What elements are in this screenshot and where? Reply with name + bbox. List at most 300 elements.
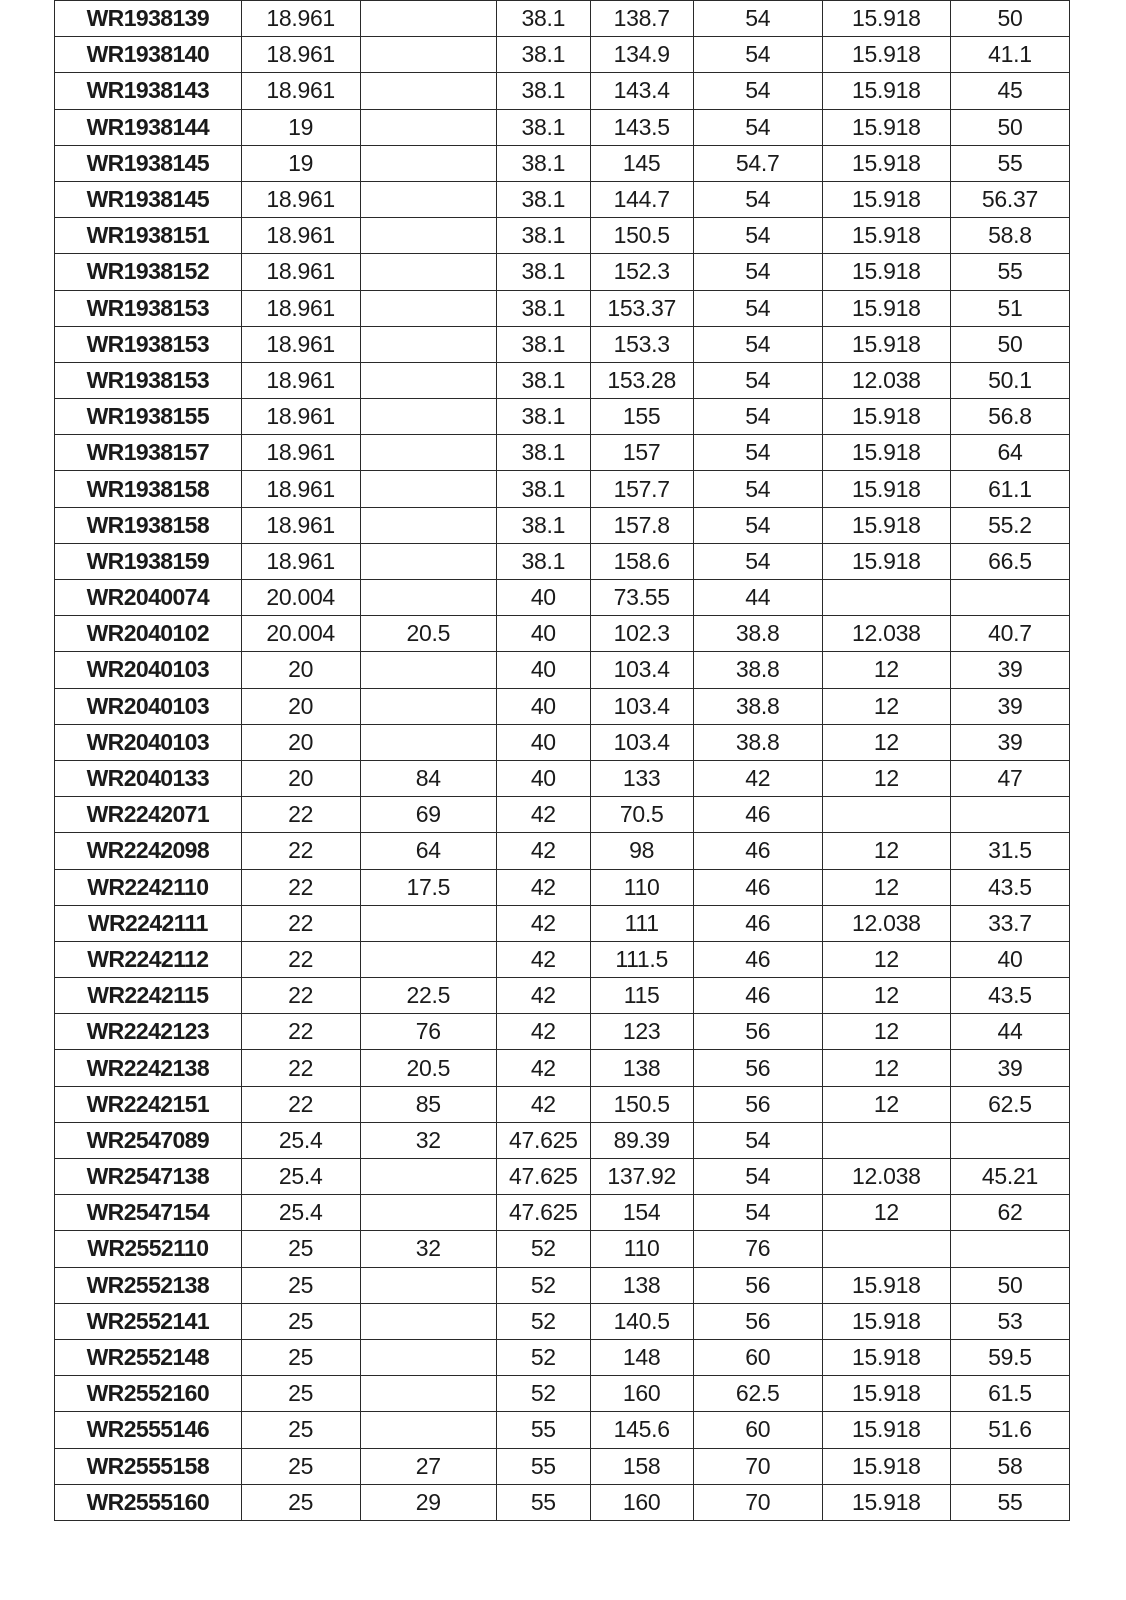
- table-cell-value-col-5: 54: [693, 1122, 822, 1158]
- table-cell-value-col-6: 15.918: [822, 145, 950, 181]
- table-cell-value-col-7: 56.8: [950, 399, 1069, 435]
- table-cell-value-col-7: 55: [950, 145, 1069, 181]
- table-row: [55, 1014, 1070, 1050]
- table-cell-value-col-4: 153.28: [590, 362, 693, 398]
- table-cell-value-col-5: 54: [693, 507, 822, 543]
- table-cell-model-number: WR2242112: [55, 941, 242, 977]
- table-cell-value-col-3: 40: [496, 724, 590, 760]
- table-row: [55, 1339, 1070, 1375]
- table-cell-value-col-1: 22: [241, 978, 360, 1014]
- table-cell-value-col-1: 20.004: [241, 616, 360, 652]
- table-cell-value-col-7: 56.37: [950, 181, 1069, 217]
- table-row: [55, 218, 1070, 254]
- table-cell-value-col-7: 41.1: [950, 37, 1069, 73]
- table-cell-value-col-1: 18.961: [241, 181, 360, 217]
- table-cell-value-col-6: 12.038: [822, 362, 950, 398]
- table-cell-value-col-3: 38.1: [496, 362, 590, 398]
- table-cell-value-col-4: 70.5: [590, 797, 693, 833]
- table-cell-value-col-5: 46: [693, 797, 822, 833]
- table-cell-value-col-2: 32: [360, 1231, 496, 1267]
- table-cell-value-col-3: 38.1: [496, 145, 590, 181]
- table-cell-value-col-5: 60: [693, 1339, 822, 1375]
- table-cell-value-col-1: 22: [241, 1086, 360, 1122]
- table-cell-value-col-2: [360, 471, 496, 507]
- table-cell-value-col-6: 15.918: [822, 435, 950, 471]
- table-cell-value-col-2: [360, 580, 496, 616]
- table-cell-value-col-4: 111: [590, 905, 693, 941]
- table-cell-value-col-7: [950, 1122, 1069, 1158]
- table-cell-value-col-7: 62: [950, 1195, 1069, 1231]
- table-cell-value-col-4: 138: [590, 1267, 693, 1303]
- table-row: [55, 181, 1070, 217]
- table-cell-model-number: WR1938145: [55, 145, 242, 181]
- table-cell-value-col-4: 157.8: [590, 507, 693, 543]
- table-cell-value-col-1: 22: [241, 941, 360, 977]
- table-cell-value-col-4: 89.39: [590, 1122, 693, 1158]
- table-cell-model-number: WR2552141: [55, 1303, 242, 1339]
- table-cell-value-col-6: 15.918: [822, 326, 950, 362]
- table-cell-value-col-6: 12: [822, 978, 950, 1014]
- table-cell-value-col-1: 20: [241, 724, 360, 760]
- table-cell-value-col-4: 160: [590, 1484, 693, 1520]
- table-row: [55, 978, 1070, 1014]
- table-row: [55, 254, 1070, 290]
- table-cell-value-col-3: 40: [496, 652, 590, 688]
- table-cell-value-col-5: 54.7: [693, 145, 822, 181]
- table-cell-value-col-5: 60: [693, 1412, 822, 1448]
- bearing-spec-table: [54, 0, 1070, 1521]
- table-cell-value-col-6: 15.918: [822, 73, 950, 109]
- table-cell-value-col-6: 12: [822, 941, 950, 977]
- table-cell-value-col-3: 47.625: [496, 1195, 590, 1231]
- table-cell-value-col-4: 153.3: [590, 326, 693, 362]
- table-cell-value-col-3: 42: [496, 1014, 590, 1050]
- table-cell-model-number: WR2552160: [55, 1376, 242, 1412]
- table-cell-value-col-4: 110: [590, 869, 693, 905]
- table-cell-value-col-3: 52: [496, 1339, 590, 1375]
- table-cell-value-col-1: 22: [241, 869, 360, 905]
- table-cell-value-col-3: 38.1: [496, 181, 590, 217]
- table-cell-value-col-1: 18.961: [241, 399, 360, 435]
- table-cell-value-col-2: [360, 399, 496, 435]
- table-row: [55, 724, 1070, 760]
- table-cell-model-number: WR1938153: [55, 290, 242, 326]
- table-cell-model-number: WR2555158: [55, 1448, 242, 1484]
- table-cell-value-col-2: 27: [360, 1448, 496, 1484]
- table-cell-value-col-6: 12: [822, 1050, 950, 1086]
- table-cell-value-col-3: 42: [496, 978, 590, 1014]
- table-cell-value-col-2: [360, 37, 496, 73]
- table-cell-model-number: WR2040103: [55, 652, 242, 688]
- table-cell-value-col-7: 39: [950, 652, 1069, 688]
- table-cell-value-col-1: 22: [241, 833, 360, 869]
- table-cell-value-col-1: 25: [241, 1231, 360, 1267]
- table-cell-value-col-4: 143.5: [590, 109, 693, 145]
- table-cell-value-col-5: 46: [693, 833, 822, 869]
- table-cell-value-col-4: 73.55: [590, 580, 693, 616]
- table-cell-value-col-5: 38.8: [693, 688, 822, 724]
- table-cell-value-col-2: 85: [360, 1086, 496, 1122]
- table-cell-value-col-1: 19: [241, 145, 360, 181]
- table-cell-value-col-3: 42: [496, 941, 590, 977]
- table-cell-value-col-4: 133: [590, 760, 693, 796]
- table-cell-value-col-7: [950, 580, 1069, 616]
- table-cell-value-col-5: 42: [693, 760, 822, 796]
- table-cell-value-col-2: [360, 145, 496, 181]
- table-cell-value-col-5: 46: [693, 978, 822, 1014]
- table-cell-value-col-4: 103.4: [590, 652, 693, 688]
- table-cell-value-col-5: 54: [693, 109, 822, 145]
- table-row: [55, 905, 1070, 941]
- table-row: [55, 399, 1070, 435]
- table-cell-value-col-3: 42: [496, 833, 590, 869]
- table-cell-value-col-7: [950, 797, 1069, 833]
- table-cell-value-col-3: 38.1: [496, 543, 590, 579]
- table-row: [55, 797, 1070, 833]
- table-cell-value-col-2: [360, 218, 496, 254]
- table-cell-value-col-7: 39: [950, 688, 1069, 724]
- table-cell-value-col-1: 18.961: [241, 1, 360, 37]
- table-cell-value-col-4: 145: [590, 145, 693, 181]
- table-cell-value-col-4: 152.3: [590, 254, 693, 290]
- table-cell-model-number: WR1938151: [55, 218, 242, 254]
- table-cell-value-col-5: 54: [693, 435, 822, 471]
- table-cell-value-col-3: 38.1: [496, 471, 590, 507]
- table-cell-value-col-2: [360, 507, 496, 543]
- table-cell-value-col-7: 51.6: [950, 1412, 1069, 1448]
- table-row: [55, 543, 1070, 579]
- table-row: [55, 616, 1070, 652]
- table-row: [55, 1376, 1070, 1412]
- table-cell-value-col-7: 31.5: [950, 833, 1069, 869]
- table-cell-model-number: WR2552148: [55, 1339, 242, 1375]
- table-cell-value-col-1: 18.961: [241, 326, 360, 362]
- table-cell-value-col-1: 18.961: [241, 218, 360, 254]
- table-cell-model-number: WR2242123: [55, 1014, 242, 1050]
- table-cell-value-col-6: 15.918: [822, 37, 950, 73]
- table-cell-value-col-6: 12.038: [822, 616, 950, 652]
- table-cell-value-col-6: 15.918: [822, 290, 950, 326]
- table-cell-value-col-6: 12.038: [822, 1159, 950, 1195]
- table-cell-model-number: WR1938153: [55, 362, 242, 398]
- table-cell-value-col-1: 25: [241, 1484, 360, 1520]
- table-cell-value-col-4: 138.7: [590, 1, 693, 37]
- table-cell-value-col-3: 38.1: [496, 254, 590, 290]
- table-cell-value-col-3: 55: [496, 1484, 590, 1520]
- table-cell-model-number: WR2242111: [55, 905, 242, 941]
- table-cell-model-number: WR2552110: [55, 1231, 242, 1267]
- table-cell-value-col-1: 18.961: [241, 73, 360, 109]
- table-cell-value-col-6: 15.918: [822, 1339, 950, 1375]
- table-cell-value-col-2: [360, 73, 496, 109]
- table-cell-model-number: WR2552138: [55, 1267, 242, 1303]
- table-cell-value-col-4: 155: [590, 399, 693, 435]
- table-cell-value-col-5: 54: [693, 73, 822, 109]
- table-cell-value-col-7: 45.21: [950, 1159, 1069, 1195]
- table-cell-value-col-3: 55: [496, 1412, 590, 1448]
- table-cell-value-col-6: 15.918: [822, 218, 950, 254]
- table-cell-value-col-5: 54: [693, 362, 822, 398]
- table-cell-model-number: WR2242115: [55, 978, 242, 1014]
- table-cell-value-col-1: 22: [241, 1014, 360, 1050]
- table-row: [55, 869, 1070, 905]
- table-cell-value-col-7: 61.5: [950, 1376, 1069, 1412]
- table-cell-value-col-7: 53: [950, 1303, 1069, 1339]
- table-cell-value-col-2: 20.5: [360, 1050, 496, 1086]
- table-cell-value-col-1: 20: [241, 652, 360, 688]
- table-cell-value-col-5: 46: [693, 869, 822, 905]
- table-body: [55, 1, 1070, 1521]
- table-cell-value-col-6: 15.918: [822, 399, 950, 435]
- table-row: [55, 1195, 1070, 1231]
- table-cell-value-col-6: 12: [822, 869, 950, 905]
- table-cell-value-col-5: 54: [693, 1, 822, 37]
- table-row: [55, 580, 1070, 616]
- table-cell-model-number: WR2242098: [55, 833, 242, 869]
- table-row: [55, 1484, 1070, 1520]
- table-cell-value-col-6: 15.918: [822, 1412, 950, 1448]
- table-cell-value-col-7: 55: [950, 1484, 1069, 1520]
- table-cell-model-number: WR2040103: [55, 688, 242, 724]
- table-cell-value-col-2: [360, 688, 496, 724]
- table-cell-value-col-6: [822, 580, 950, 616]
- table-cell-value-col-1: 18.961: [241, 543, 360, 579]
- table-row: [55, 507, 1070, 543]
- table-cell-value-col-5: 54: [693, 181, 822, 217]
- table-cell-value-col-7: 51: [950, 290, 1069, 326]
- table-cell-value-col-7: 33.7: [950, 905, 1069, 941]
- table-cell-value-col-5: 38.8: [693, 724, 822, 760]
- table-row: [55, 290, 1070, 326]
- table-cell-model-number: WR1938139: [55, 1, 242, 37]
- table-cell-value-col-4: 144.7: [590, 181, 693, 217]
- table-cell-value-col-5: 54: [693, 1195, 822, 1231]
- table-cell-model-number: WR2040133: [55, 760, 242, 796]
- table-cell-model-number: WR1938158: [55, 507, 242, 543]
- table-cell-value-col-1: 25.4: [241, 1159, 360, 1195]
- table-cell-value-col-7: 50.1: [950, 362, 1069, 398]
- table-cell-value-col-1: 18.961: [241, 471, 360, 507]
- table-cell-value-col-6: 15.918: [822, 471, 950, 507]
- table-row: [55, 1086, 1070, 1122]
- table-row: [55, 652, 1070, 688]
- table-cell-value-col-6: [822, 1231, 950, 1267]
- table-cell-value-col-7: 50: [950, 326, 1069, 362]
- table-cell-value-col-6: 15.918: [822, 543, 950, 579]
- table-cell-value-col-5: 54: [693, 37, 822, 73]
- table-cell-value-col-6: 12: [822, 688, 950, 724]
- table-cell-model-number: WR2547089: [55, 1122, 242, 1158]
- table-cell-value-col-7: 59.5: [950, 1339, 1069, 1375]
- table-cell-value-col-1: 18.961: [241, 37, 360, 73]
- table-cell-value-col-4: 158: [590, 1448, 693, 1484]
- table-cell-value-col-3: 38.1: [496, 326, 590, 362]
- table-cell-value-col-5: 54: [693, 326, 822, 362]
- table-cell-value-col-1: 18.961: [241, 254, 360, 290]
- table-row: [55, 73, 1070, 109]
- table-cell-value-col-5: 54: [693, 290, 822, 326]
- table-cell-value-col-5: 46: [693, 941, 822, 977]
- table-cell-model-number: WR2040102: [55, 616, 242, 652]
- table-cell-value-col-1: 20.004: [241, 580, 360, 616]
- table-cell-value-col-4: 140.5: [590, 1303, 693, 1339]
- table-cell-value-col-1: 25: [241, 1448, 360, 1484]
- table-cell-value-col-5: 70: [693, 1484, 822, 1520]
- table-cell-value-col-5: 54: [693, 218, 822, 254]
- table-row: [55, 1412, 1070, 1448]
- table-cell-value-col-5: 56: [693, 1086, 822, 1122]
- table-row: [55, 941, 1070, 977]
- table-cell-value-col-4: 153.37: [590, 290, 693, 326]
- table-cell-model-number: WR2242138: [55, 1050, 242, 1086]
- table-cell-value-col-3: 40: [496, 760, 590, 796]
- table-cell-value-col-4: 157: [590, 435, 693, 471]
- table-cell-value-col-2: [360, 109, 496, 145]
- table-cell-value-col-3: 47.625: [496, 1122, 590, 1158]
- table-cell-value-col-4: 160: [590, 1376, 693, 1412]
- table-row: [55, 688, 1070, 724]
- table-cell-value-col-2: [360, 362, 496, 398]
- table-cell-model-number: WR2040074: [55, 580, 242, 616]
- table-cell-value-col-4: 154: [590, 1195, 693, 1231]
- table-cell-value-col-3: 38.1: [496, 37, 590, 73]
- table-cell-value-col-1: 25: [241, 1376, 360, 1412]
- table-cell-value-col-3: 38.1: [496, 1, 590, 37]
- table-cell-value-col-3: 52: [496, 1376, 590, 1412]
- table-cell-value-col-6: 15.918: [822, 109, 950, 145]
- table-cell-value-col-3: 38.1: [496, 399, 590, 435]
- table-cell-value-col-3: 38.1: [496, 290, 590, 326]
- table-cell-value-col-3: 38.1: [496, 435, 590, 471]
- table-cell-value-col-7: 64: [950, 435, 1069, 471]
- table-cell-value-col-2: 64: [360, 833, 496, 869]
- table-cell-value-col-7: 43.5: [950, 978, 1069, 1014]
- table-cell-value-col-4: 158.6: [590, 543, 693, 579]
- table-cell-model-number: WR1938158: [55, 471, 242, 507]
- table-cell-value-col-6: [822, 1122, 950, 1158]
- table-cell-value-col-1: 25: [241, 1303, 360, 1339]
- table-row: [55, 326, 1070, 362]
- table-cell-value-col-2: [360, 326, 496, 362]
- table-cell-value-col-4: 115: [590, 978, 693, 1014]
- table-cell-value-col-7: 39: [950, 1050, 1069, 1086]
- table-cell-value-col-2: 32: [360, 1122, 496, 1158]
- table-cell-value-col-2: [360, 941, 496, 977]
- table-cell-value-col-5: 56: [693, 1303, 822, 1339]
- table-cell-value-col-4: 98: [590, 833, 693, 869]
- table-cell-model-number: WR1938152: [55, 254, 242, 290]
- table-cell-value-col-3: 40: [496, 580, 590, 616]
- table-cell-value-col-3: 42: [496, 869, 590, 905]
- table-cell-value-col-7: 55.2: [950, 507, 1069, 543]
- table-cell-value-col-5: 56: [693, 1267, 822, 1303]
- table-cell-value-col-1: 22: [241, 797, 360, 833]
- table-cell-value-col-1: 22: [241, 905, 360, 941]
- table-row: [55, 145, 1070, 181]
- table-cell-value-col-4: 110: [590, 1231, 693, 1267]
- table-cell-value-col-4: 123: [590, 1014, 693, 1050]
- table-row: [55, 471, 1070, 507]
- table-row: [55, 1448, 1070, 1484]
- table-cell-value-col-5: 54: [693, 471, 822, 507]
- table-cell-value-col-1: 18.961: [241, 435, 360, 471]
- table-cell-value-col-5: 56: [693, 1014, 822, 1050]
- table-row: [55, 1, 1070, 37]
- table-cell-value-col-1: 25: [241, 1339, 360, 1375]
- table-cell-value-col-5: 38.8: [693, 616, 822, 652]
- table-cell-model-number: WR1938157: [55, 435, 242, 471]
- table-cell-value-col-2: [360, 905, 496, 941]
- table-cell-value-col-6: 12: [822, 1086, 950, 1122]
- table-cell-value-col-7: 61.1: [950, 471, 1069, 507]
- table-cell-value-col-2: 22.5: [360, 978, 496, 1014]
- table-cell-value-col-5: 54: [693, 399, 822, 435]
- table-cell-value-col-7: 50: [950, 1267, 1069, 1303]
- table-cell-value-col-6: 15.918: [822, 507, 950, 543]
- table-cell-value-col-6: 15.918: [822, 1376, 950, 1412]
- table-cell-value-col-6: 15.918: [822, 1448, 950, 1484]
- table-cell-value-col-7: 44: [950, 1014, 1069, 1050]
- table-cell-value-col-4: 145.6: [590, 1412, 693, 1448]
- table-cell-model-number: WR2555160: [55, 1484, 242, 1520]
- table-row: [55, 1303, 1070, 1339]
- table-cell-value-col-4: 134.9: [590, 37, 693, 73]
- table-cell-model-number: WR1938153: [55, 326, 242, 362]
- table-cell-model-number: WR2242151: [55, 1086, 242, 1122]
- table-cell-value-col-2: [360, 1159, 496, 1195]
- table-cell-value-col-4: 137.92: [590, 1159, 693, 1195]
- table-cell-model-number: WR2242071: [55, 797, 242, 833]
- table-cell-value-col-2: [360, 1195, 496, 1231]
- table-cell-value-col-4: 157.7: [590, 471, 693, 507]
- table-cell-value-col-1: 18.961: [241, 507, 360, 543]
- table-cell-value-col-2: [360, 1267, 496, 1303]
- table-cell-value-col-5: 62.5: [693, 1376, 822, 1412]
- table-cell-value-col-1: 19: [241, 109, 360, 145]
- table-cell-value-col-4: 150.5: [590, 1086, 693, 1122]
- table-cell-value-col-3: 52: [496, 1231, 590, 1267]
- table-cell-value-col-7: 39: [950, 724, 1069, 760]
- table-cell-value-col-2: [360, 1, 496, 37]
- table-cell-value-col-3: 38.1: [496, 73, 590, 109]
- table-cell-value-col-6: 15.918: [822, 1267, 950, 1303]
- table-cell-value-col-7: 40: [950, 941, 1069, 977]
- table-cell-value-col-6: 15.918: [822, 1303, 950, 1339]
- table-cell-value-col-2: [360, 1376, 496, 1412]
- table-cell-value-col-4: 111.5: [590, 941, 693, 977]
- table-cell-value-col-2: 84: [360, 760, 496, 796]
- table-cell-model-number: WR1938143: [55, 73, 242, 109]
- table-cell-value-col-7: 50: [950, 1, 1069, 37]
- table-cell-value-col-4: 148: [590, 1339, 693, 1375]
- table-cell-value-col-2: 76: [360, 1014, 496, 1050]
- table-cell-value-col-6: 15.918: [822, 1484, 950, 1520]
- table-cell-value-col-2: [360, 1339, 496, 1375]
- table-cell-value-col-6: 12: [822, 724, 950, 760]
- table-cell-value-col-7: 66.5: [950, 543, 1069, 579]
- table-cell-model-number: WR1938155: [55, 399, 242, 435]
- table-cell-model-number: WR1938140: [55, 37, 242, 73]
- table-row: [55, 362, 1070, 398]
- table-cell-model-number: WR1938145: [55, 181, 242, 217]
- table-cell-value-col-5: 38.8: [693, 652, 822, 688]
- table-cell-value-col-7: 55: [950, 254, 1069, 290]
- table-row: [55, 1050, 1070, 1086]
- table-cell-value-col-7: [950, 1231, 1069, 1267]
- table-cell-model-number: WR2547154: [55, 1195, 242, 1231]
- table-row: [55, 760, 1070, 796]
- table-cell-value-col-6: 15.918: [822, 181, 950, 217]
